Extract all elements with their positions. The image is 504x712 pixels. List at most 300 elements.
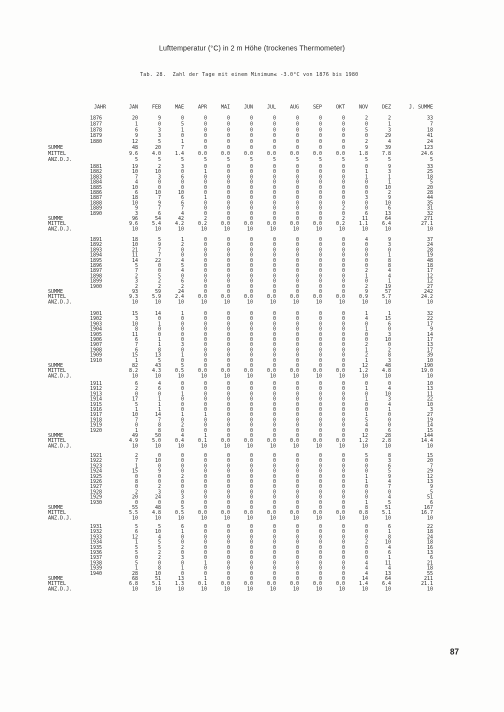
year-label: 1902 [90,316,103,322]
jan-cell: 20 [131,494,138,501]
jun-cell: 0 [249,179,253,186]
jahressumme-cell: 9 [429,484,433,490]
mai-cell: 0.0 [220,221,230,227]
decade-block [44,525,433,593]
okt-cell: 0 [341,252,345,259]
year-label: 1886 [90,189,103,196]
feb-cell: 1 [157,336,161,343]
jan-cell: 4.9 [128,438,138,444]
nov-cell: 0 [364,458,368,464]
apr-cell: 0 [203,278,207,285]
year-label: 1940 [90,570,103,577]
apr-cell: 0 [203,326,207,333]
summary-label: SUMME [48,288,64,295]
jul-cell: 0.0 [266,221,276,227]
aug-cell: 0 [295,412,299,418]
apr-cell: 1 [203,169,207,175]
jun-cell: 0 [249,494,253,501]
mai-cell: 0 [226,463,230,469]
sep-cell: 0.0 [312,438,322,444]
year-label: 1914 [90,396,103,403]
jun-cell: 0 [249,555,253,561]
mae-cell: 1.3 [174,581,184,587]
feb-cell: 3 [157,133,161,139]
mae-cell: 1 [180,237,184,243]
sep-cell: 0 [318,570,322,577]
apr-cell: 0 [203,401,207,408]
okt-cell: 0 [341,489,345,495]
sep-cell: 0.0 [312,368,322,374]
apr-cell: 1 [203,575,207,582]
jun-cell: 0 [249,189,253,196]
year-label: 1899 [90,278,103,285]
okt-cell: 10 [338,226,345,232]
summary-label: MITTEL [48,438,67,444]
nov-cell: 12 [361,362,368,369]
year-label: 1912 [90,386,103,392]
jahressumme-cell: 19 [426,417,433,423]
jun-cell: 0 [249,311,253,317]
jan-cell: 5 [134,524,138,530]
anzahl-jahre-row [44,444,433,449]
jun-cell: 0 [249,544,253,551]
mae-cell: 0.4 [174,438,184,444]
jul-cell: 0 [272,499,276,506]
jan-cell: 0 [134,555,138,561]
jul-cell: 0 [272,127,276,133]
dez-cell: 9 [387,164,391,170]
jahressumme-cell: 17 [426,347,433,353]
jul-cell: 0 [272,357,276,364]
jan-cell: 10 [131,200,138,206]
feb-cell: 7 [157,195,161,201]
dez-cell: 4 [387,139,391,145]
mae-cell: 10 [177,189,184,196]
dez-cell: 7.8 [381,150,391,157]
okt-cell: 2 [341,205,345,212]
sep-cell: 10 [315,515,322,521]
feb-cell: 1 [157,401,161,408]
mai-cell: 0 [226,539,230,546]
jan-cell: 2 [134,386,138,392]
feb-cell: 20 [154,144,161,151]
nov-cell: 0 [364,262,368,269]
apr-cell: 0 [203,555,207,561]
jan-cell: 20 [131,115,138,121]
okt-cell: 0 [341,179,345,186]
mae-cell: 0 [180,381,184,387]
dez-cell: 6 [387,549,391,556]
feb-cell: 4.3 [151,368,161,374]
sep-cell: 0 [318,115,322,121]
mai-cell: 0 [226,189,230,196]
dez-cell: 9 [387,473,391,480]
column-header-jun: JUN [243,104,253,110]
mae-cell: 0 [180,570,184,577]
year-label: 1888 [90,200,103,206]
aug-cell: 0 [295,205,299,212]
jul-cell: 0.0 [266,294,276,300]
aug-cell: 0 [295,401,299,408]
jan-cell: 4 [134,179,138,186]
mai-cell: 0 [226,288,230,295]
jul-cell: 0 [272,139,276,145]
feb-cell: 43 [154,362,161,369]
nov-cell: 5 [364,453,368,459]
jul-cell: 10 [269,515,276,521]
jan-cell: 8 [134,478,138,485]
year-label: 1922 [90,458,103,464]
jun-cell: 0 [249,139,253,145]
jan-cell: 1 [134,357,138,364]
sep-cell: 0 [318,336,322,343]
jun-cell: 0 [249,205,253,212]
jahressumme-cell: 7 [429,463,433,469]
feb-cell: 10 [154,586,161,592]
aug-cell: 0.0 [289,368,299,374]
jul-cell: 0.0 [266,581,276,587]
okt-cell: 0 [341,396,345,403]
jan-cell: 10 [131,515,138,521]
mae-cell: 5 [180,362,184,369]
year-label: 1936 [90,549,103,556]
mae-cell: 0 [180,184,184,191]
feb-cell: 0 [157,316,161,322]
year-label: 1930 [90,499,103,506]
jan-cell: 1 [134,539,138,546]
mae-cell: 0 [180,326,184,333]
sep-cell: 0 [318,215,322,222]
sep-cell: 0 [318,478,322,485]
feb-cell: 0 [157,478,161,485]
aug-cell: 0 [295,524,299,530]
year-label: 1884 [90,179,103,186]
dez-cell: 5.7 [381,294,391,300]
aug-cell: 0 [295,417,299,423]
mae-cell: 1 [180,529,184,535]
jahressumme-cell: 21.1 [420,581,433,587]
mai-cell: 10 [223,515,230,521]
jul-cell: 0 [272,381,276,387]
mai-cell: 0 [226,432,230,439]
jun-cell: 10 [246,299,253,305]
mae-cell: 0 [180,478,184,485]
aug-cell: 0 [295,560,299,566]
anzahl-jahre-row [44,516,433,521]
jan-cell: 15 [131,352,138,359]
jul-cell: 0 [272,247,276,253]
aug-cell: 0 [295,121,299,127]
nov-cell: 0 [364,427,368,434]
year-label: 1907 [90,342,103,348]
jahressumme-cell: 27 [426,412,433,418]
jun-cell: 0 [249,144,253,151]
mai-cell: 0 [226,504,230,511]
year-label: 1934 [90,539,103,546]
jul-cell: 0 [272,331,276,338]
feb-cell: 0 [157,560,161,566]
okt-cell: 10 [338,373,345,379]
anzahl-jahre-row [44,300,433,305]
feb-cell: 0 [157,473,161,480]
sep-cell: 0 [318,468,322,475]
nov-cell: 1 [364,396,368,403]
okt-cell: 10 [338,515,345,521]
okt-cell: 10 [338,443,345,449]
nov-cell: 1 [364,499,368,506]
mae-cell: 0.5 [174,368,184,374]
aug-cell: 0 [295,195,299,201]
sep-cell: 0 [318,391,322,397]
sep-cell: 0 [318,473,322,480]
mai-cell: 0 [226,575,230,582]
jan-cell: 1 [134,121,138,127]
mai-cell: 0 [226,237,230,243]
nov-cell: 1.2 [358,368,368,374]
feb-cell: 5 [157,156,161,163]
jan-cell: 3 [134,210,138,217]
sep-cell: 5 [318,156,322,163]
dez-cell: 1 [387,311,391,317]
jahressumme-cell: 51 [426,494,433,501]
okt-cell: 0 [341,453,345,459]
jun-cell: 0 [249,283,253,290]
mai-cell: 0 [226,321,230,327]
summary-label: MITTEL [48,150,67,157]
column-header-mai: MAI [220,104,230,110]
jan-cell: 11 [131,252,138,259]
apr-cell: 0 [203,534,207,540]
feb-cell: 5.9 [151,294,161,300]
mae-cell: 0 [180,396,184,403]
nov-cell: 0 [364,549,368,556]
jahressumme-cell: 14 [426,422,433,429]
nov-cell: 12 [361,432,368,439]
nov-cell: 10 [361,373,368,379]
jahressumme-cell: 17 [426,336,433,343]
year-label: 1904 [90,326,103,333]
okt-cell: 0 [341,362,345,369]
jun-cell: 0 [249,215,253,222]
apr-cell: 0.0 [197,368,207,374]
aug-cell: 5 [295,156,299,163]
nov-cell: 2 [364,283,368,290]
okt-cell: 0 [341,432,345,439]
jahressumme-cell: 31 [426,205,433,212]
jul-cell: 0 [272,288,276,295]
jan-cell: 8 [134,326,138,333]
nov-cell: 2 [364,139,368,145]
jan-cell: 0 [134,422,138,429]
jul-cell: 0 [272,273,276,279]
jahressumme-cell: 11 [426,391,433,397]
jun-cell: 0.0 [243,221,253,227]
jul-cell: 0 [272,575,276,582]
dez-cell: 10 [384,391,391,397]
sep-cell: 0 [318,524,322,530]
jul-cell: 0 [272,179,276,186]
apr-cell: 0 [203,331,207,338]
year-label: 1938 [90,560,103,566]
jul-cell: 10 [269,373,276,379]
aug-cell: 0.0 [289,294,299,300]
mae-cell: 1 [180,127,184,133]
dez-cell: 10 [384,515,391,521]
nov-cell: 0 [364,529,368,535]
feb-cell: 10 [154,529,161,535]
jun-cell: 0 [249,381,253,387]
dez-cell: 2 [387,115,391,121]
mae-cell: 0 [180,484,184,490]
okt-cell: 0 [341,484,345,490]
jun-cell: 0 [249,529,253,535]
feb-cell: 0 [157,499,161,506]
aug-cell: 0.0 [289,150,299,157]
sep-cell: 0 [318,144,322,151]
mai-cell: 0 [226,247,230,253]
jan-cell: 7 [134,342,138,348]
mae-cell: 1 [180,412,184,418]
dez-cell: 39 [384,144,391,151]
dez-cell: 0 [387,489,391,495]
mae-cell: 4 [180,432,184,439]
mai-cell: 0 [226,331,230,338]
jahressumme-cell: 33 [426,164,433,170]
jul-cell: 0 [272,391,276,397]
mae-cell: 7 [180,144,184,151]
dez-cell: 8 [387,352,391,359]
aug-cell: 0 [295,262,299,269]
jan-cell: 6 [134,347,138,353]
sep-cell: 0 [318,544,322,551]
mai-cell: 0 [226,453,230,459]
nov-cell: 1 [364,473,368,480]
feb-cell: 10 [154,299,161,305]
okt-cell: 0 [341,331,345,338]
aug-cell: 10 [292,226,299,232]
feb-cell: 1 [157,321,161,327]
jahressumme-cell: 28 [426,189,433,196]
mai-cell: 0 [226,401,230,408]
nov-cell: 11 [361,215,368,222]
apr-cell: 0 [203,174,207,180]
column-header-okt: OKT [335,104,345,110]
sep-cell: 0 [318,268,322,274]
jul-cell: 10 [269,586,276,592]
jan-cell: 10 [131,586,138,592]
okt-cell: 0 [341,278,345,285]
apr-cell: 10 [200,443,207,449]
nov-cell: 0 [364,555,368,561]
jun-cell: 0 [249,164,253,170]
jul-cell: 0 [272,529,276,535]
jun-cell: 0 [249,549,253,556]
mai-cell: 0 [226,412,230,418]
jahressumme-cell: 10 [426,586,433,592]
jul-cell: 0.0 [266,368,276,374]
dez-cell: 0 [387,342,391,348]
jul-cell: 0 [272,121,276,127]
mae-cell: 4.2 [174,221,184,227]
jan-cell: 82 [131,362,138,369]
jul-cell: 0 [272,242,276,248]
jun-cell: 0 [249,278,253,285]
dez-cell: 10 [384,226,391,232]
mae-cell: 10 [177,515,184,521]
jul-cell: 0 [272,326,276,333]
jan-cell: 0 [134,484,138,490]
feb-cell: 54 [154,215,161,222]
anzahl-jahre-row [44,157,433,163]
apr-cell: 0 [203,321,207,327]
okt-cell: 0 [341,499,345,506]
mai-cell: 10 [223,226,230,232]
year-label: 1895 [90,257,103,264]
sep-cell: 0 [318,458,322,464]
jan-cell: 12 [131,534,138,540]
aug-cell: 0 [295,189,299,196]
mai-cell: 0 [226,489,230,495]
nov-cell: 6 [364,210,368,217]
dez-cell: 9 [387,195,391,201]
jun-cell: 10 [246,586,253,592]
sep-cell: 0 [318,386,322,392]
feb-cell: 7 [157,247,161,253]
feb-cell: 3 [157,174,161,180]
anzahl-jahre-row [44,587,433,592]
nov-cell: 0 [364,321,368,327]
aug-cell: 0.0 [289,438,299,444]
dez-cell: 0 [387,412,391,418]
sep-cell: 0 [318,278,322,285]
apr-cell: 0 [203,386,207,392]
jahressumme-cell: 17 [426,321,433,327]
sep-cell: 0 [318,406,322,413]
apr-cell: 0 [203,164,207,170]
jul-cell: 0 [272,311,276,317]
jan-cell: 10 [131,321,138,327]
jul-cell: 0.0 [266,438,276,444]
summary-label: ANZ.D.J. [48,586,73,592]
jan-cell: 6.8 [128,581,138,587]
year-label: 1900 [90,283,103,290]
jun-cell: 0 [249,184,253,191]
summary-label: ANZ.D.J. [48,226,73,232]
feb-cell: 0 [157,268,161,274]
mae-cell: 1 [180,565,184,572]
jun-cell: 10 [246,443,253,449]
sep-cell: 0 [318,494,322,501]
dez-cell: 8 [387,453,391,459]
apr-cell: 0.1 [197,581,207,587]
nov-cell: 4 [364,422,368,429]
sep-cell: 0 [318,427,322,434]
dez-cell: 6 [387,463,391,469]
apr-cell: 1 [203,432,207,439]
jan-cell: 18 [131,195,138,201]
summary-label: SUMME [48,432,64,439]
sep-cell: 0 [318,432,322,439]
nov-cell: 0 [364,121,368,127]
nov-cell: 0 [364,205,368,212]
jul-cell: 5 [272,156,276,163]
okt-cell: 0 [341,473,345,480]
dez-cell: 5 [387,468,391,475]
jan-cell: 68 [131,575,138,582]
jan-cell: 2 [134,453,138,459]
jun-cell: 0 [249,391,253,397]
okt-cell: 0 [341,575,345,582]
